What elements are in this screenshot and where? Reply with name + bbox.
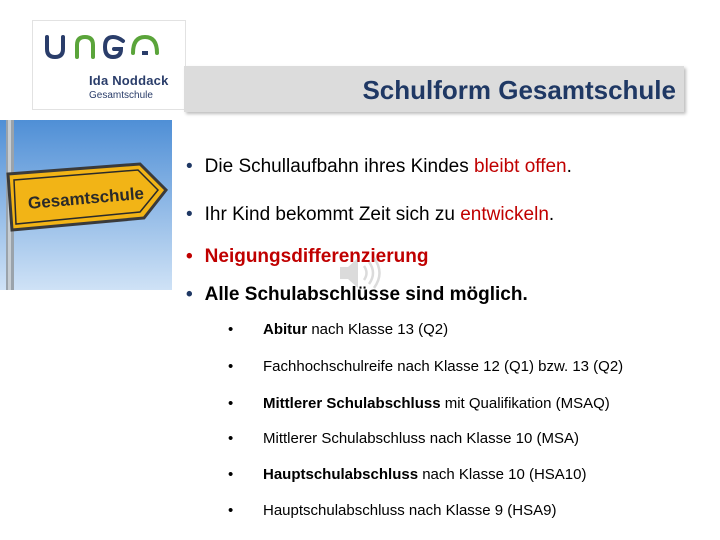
logo-name: Ida Noddack	[89, 73, 169, 88]
sub-bullet-marker: •	[228, 358, 234, 375]
bullet-highlight: entwickeln	[460, 204, 549, 225]
bullet-marker: •	[186, 204, 193, 225]
bullet-text: Ihr Kind bekommt Zeit sich zu	[204, 204, 461, 225]
bullet-item	[186, 246, 428, 268]
slide-title: Schulform Gesamtschule	[362, 75, 676, 105]
sub-bullet-text: Fachhochschulreife nach Klasse 12 (Q1) bzw. 13 (Q2)	[263, 358, 624, 375]
bullet-item	[186, 156, 572, 178]
sub-bullet-marker: •	[228, 466, 234, 483]
sub-bullet-text: Hauptschulabschluss nach Klasse 9 (HSA9)	[263, 502, 557, 519]
sub-bullet-bold: Abitur	[263, 321, 308, 338]
bullet-end: .	[548, 204, 555, 225]
sub-bullet-marker: •	[228, 430, 234, 447]
sub-bullet-text: nach Klasse 10 (HSA10)	[418, 466, 587, 483]
sign-text: Gesamtschule	[27, 183, 145, 213]
school-logo	[32, 20, 186, 110]
bullet-end: sind möglich.	[400, 284, 528, 305]
bullet-item	[186, 204, 554, 226]
sub-bullet-text: nach Klasse 13 (Q2)	[307, 321, 449, 338]
bullet-text: Die Schullaufbahn ihres Kindes	[204, 156, 474, 177]
sub-bullet-bold: Hauptschulabschluss	[263, 466, 419, 483]
bullet-text: Alle Schulabschlüsse	[204, 284, 401, 305]
sub-bullet-text: Mittlerer Schulabschluss nach Klasse 10 (MSA)	[263, 430, 579, 447]
speaker-icon[interactable]	[336, 254, 388, 292]
bullet-marker: •	[186, 246, 193, 267]
logo-mark-icon	[41, 27, 181, 73]
sub-bullet-marker: •	[228, 395, 234, 412]
sub-bullet-marker: •	[228, 502, 234, 519]
title-bar	[184, 66, 684, 112]
sub-bullet-text: mit Qualifikation (MSAQ)	[440, 395, 610, 412]
sub-bullet-bold: Mittlerer Schulabschluss	[263, 395, 441, 412]
bullet-highlight: bleibt offen	[474, 156, 567, 177]
signpost-image	[0, 120, 172, 290]
bullet-marker: •	[186, 156, 193, 177]
bullet-text: Neigungsdifferenzierung	[204, 246, 429, 267]
logo-subtitle: Gesamtschule	[89, 90, 153, 101]
bullet-end: .	[566, 156, 572, 177]
sub-bullet-marker: •	[228, 321, 234, 338]
bullet-marker: •	[186, 284, 193, 305]
